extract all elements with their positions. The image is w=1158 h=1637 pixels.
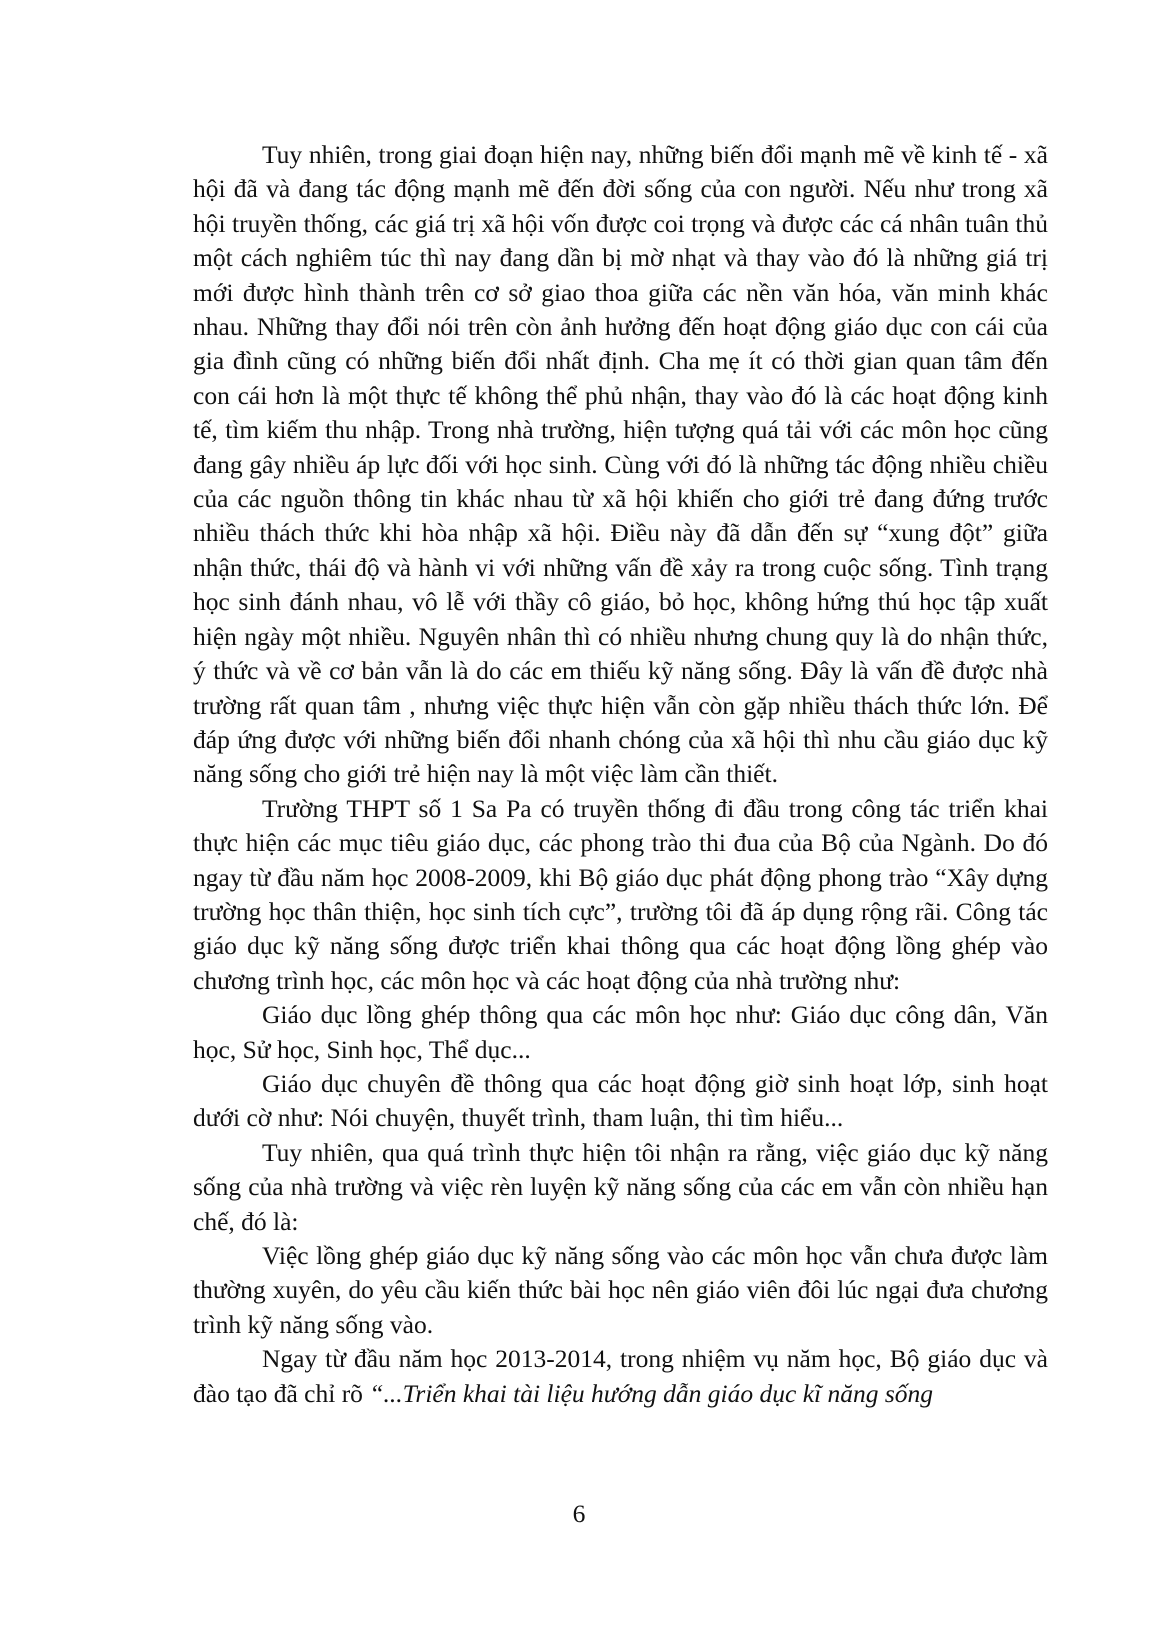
paragraph-lead-text: Ngay từ đầu năm học 2013-2014, trong nhiệm vụ năm học, Bộ giáo dục và đào tạo đã chỉ rõ — [193, 1344, 1048, 1408]
paragraph: Việc lồng ghép giáo dục kỹ năng sống vào các môn học vẫn chưa được làm thường xuyên, do yêu cầu kiến thức bài học nên giáo viên đôi lúc ngại đưa chương trình kỹ năng sống vào. — [193, 1241, 1048, 1339]
paragraph: Tuy nhiên, trong giai đoạn hiện nay, những biến đổi mạnh mẽ về kinh tế - xã hội đã và đang tác động mạnh mẽ đến đời sống của con người. Nếu như trong xã hội truyền thống, các giá trị xã hội vốn được coi trọng và được các cá nhân tuân thủ một cách nghiêm túc thì nay đang dần bị mờ nhạt và thay vào đó là những giá trị mới được hình thành trên cơ sở giao thoa giữa các nền văn hóa, văn minh khác nhau. Những thay đổi nói trên còn ảnh hưởng đến hoạt động giáo dục con cái của gia đình cũng có những biến đổi nhất định. Cha mẹ ít có thời gian quan tâm đến con cái hơn là một thực tế không thể phủ nhận, thay vào đó là các hoạt động kinh tế, tìm kiếm thu nhập. Trong nhà trường, hiện tượng quá tải với các môn học cũng đang gây nhiều áp lực đối với học sinh. Cùng với đó là những tác động nhiều chiều của các nguồn thông tin khác nhau từ xã hội khiến cho giới trẻ đang đứng trước nhiều thách thức khi hòa nhập xã hội. Điều này đã dẫn đến sự “xung đột” giữa nhận thức, thái độ và hành vi với những vấn đề xảy ra trong cuộc sống. Tình trạng học sinh đánh nhau, vô lễ với thầy cô giáo, bỏ học, không hứng thú học tập xuất hiện ngày một nhiều. Nguyên nhân thì có nhiều nhưng chung quy là do nhận thức, ý thức và về cơ bản vẫn là do các em thiếu kỹ năng sống. Đây là vấn đề được nhà trường rất quan tâm , nhưng việc thực hiện vẫn còn gặp nhiều thách thức lớn. Để đáp ứng được với những biến đổi nhanh chóng của xã hội thì nhu cầu giáo dục kỹ năng sống cho giới trẻ hiện nay là một việc làm cần thiết. — [193, 140, 1048, 789]
paragraph: Trường THPT số 1 Sa Pa có truyền thống đi đầu trong công tác triển khai thực hiện các mục tiêu giáo dục, các phong trào thi đua của Bộ của Ngành. Do đó ngay từ đầu năm học 2008-2009, khi Bộ giáo dục phát động phong trào “Xây dựng trường học thân thiện, học sinh tích cực”, trường tôi đã áp dụng rộng rãi. Công tác giáo dục kỹ năng sống được triển khai thông qua các hoạt động lồng ghép vào chương trình học, các môn học và các hoạt động của nhà trường như: — [193, 793, 1048, 995]
paragraph-last — [193, 1342, 1048, 1411]
paragraph: Giáo dục chuyên đề thông qua các hoạt động giờ sinh hoạt lớp, sinh hoạt dưới cờ như: Nói chuyện, thuyết trình, tham luận, thi tìm hiểu... — [193, 1068, 1048, 1133]
page-number: 6 — [572, 1499, 586, 1528]
paragraph: Tuy nhiên, qua quá trình thực hiện tôi nhận ra rằng, việc giáo dục kỹ năng sống của nhà trường và việc rèn luyện kỹ năng sống của các em vẫn còn nhiều hạn chế, đó là: — [193, 1137, 1048, 1236]
paragraph: Giáo dục lồng ghép thông qua các môn học như: Giáo dục công dân, Văn học, Sử học, Sinh học, Thể dục... — [193, 1000, 1048, 1064]
body-text — [193, 138, 1048, 1411]
quoted-text: “...Triển khai tài liệu hướng dẫn giáo dục kĩ năng sống — [369, 1378, 934, 1408]
